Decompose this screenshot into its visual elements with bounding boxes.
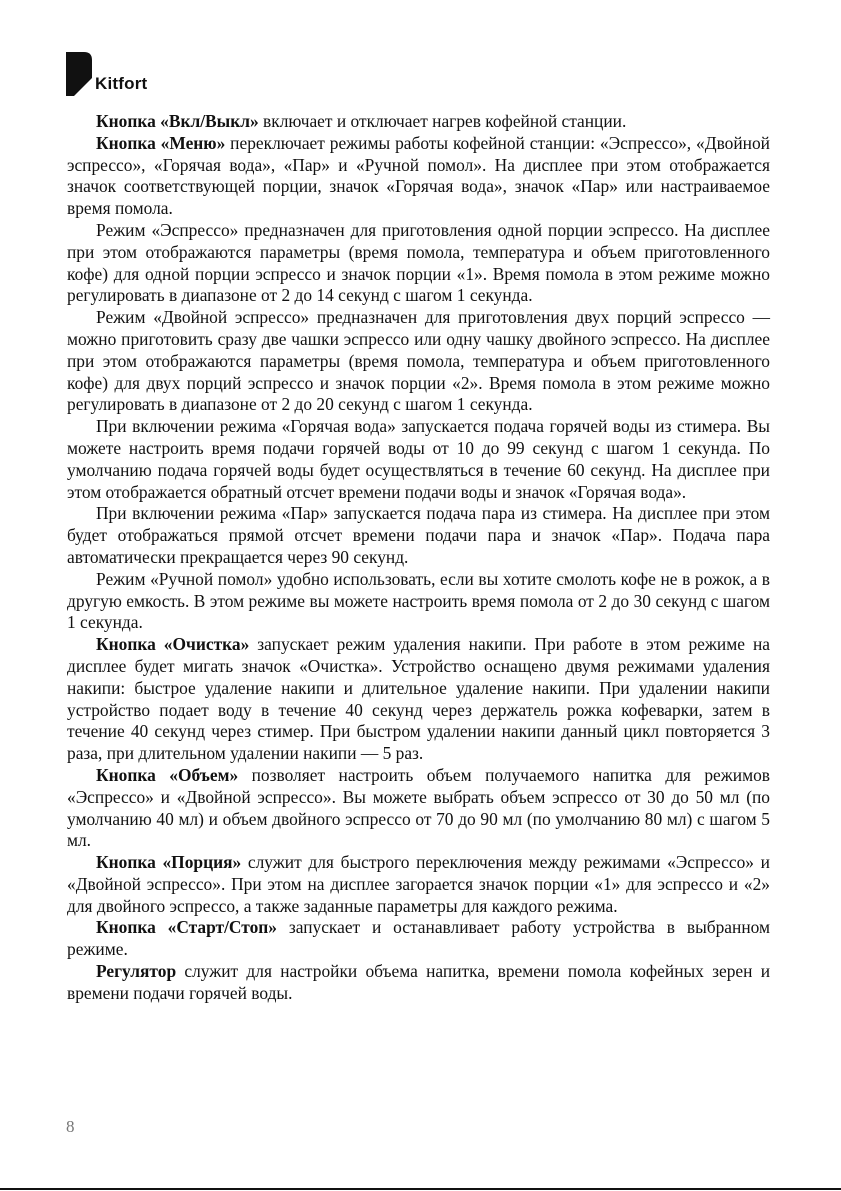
brand-name: Kitfort: [95, 74, 148, 93]
brand-logo: [66, 48, 147, 96]
kitfort-logo-icon: [66, 52, 92, 96]
paragraph: [67, 111, 770, 133]
page-number: 8: [66, 1117, 75, 1136]
term: Кнопка «Объем»: [96, 764, 239, 785]
paragraph-text: служит для быстрого переключения между режимами «Эспрессо» и «Двойной эспрессо». При этом на дисплее загорается значок порции «1» для эспрессо и «2» для двойного эспрессо, а также заданные параметры для каждого режима.: [67, 852, 770, 916]
term: Кнопка «Вкл/Выкл»: [96, 111, 259, 131]
paragraph-text: включает и отключает нагрев кофейной станции.: [258, 111, 627, 131]
paragraph: [67, 569, 770, 634]
paragraph: [67, 133, 770, 220]
paragraph-text: Режим «Ручной помол» удобно использовать, если вы хотите смолоть кофе не в рожок, а в другую емкость. В этом режиме вы можете настроить время помола от 2 до 30 секунд с шагом 1 секунда.: [67, 568, 770, 633]
paragraph: [67, 503, 770, 568]
paragraph-text: служит для настройки объема напитка, времени помола кофейных зерен и времени подачи горячей воды.: [67, 961, 770, 1003]
document-body: [67, 111, 770, 1005]
paragraph-text: запускает и останавливает работу устройства в выбранном режиме.: [67, 917, 770, 960]
paragraph-text: запускает режим удаления накипи. При работе в этом режиме на дисплее будет мигать значок «Очистка». Устройство оснащено двумя режимами удаления накипи: быстрое удаление накипи и длительное удаление накипи. При удалении накипи устройство подает воду в течение 40 секунд через держатель рожка кофеварки, затем в течение 40 секунд через стимер. При быстром удалении накипи данный цикл повторяется 3 раза, при длительном удалении накипи — 5 раз.: [67, 634, 770, 764]
term: Кнопка «Порция»: [96, 852, 242, 873]
term: Кнопка «Меню»: [96, 132, 226, 153]
paragraph: [67, 220, 770, 307]
paragraph: [67, 307, 770, 416]
paragraph: [67, 852, 770, 917]
paragraph: [67, 917, 770, 961]
paragraph-text: Режим «Двойной эспрессо» предназначен для приготовления двух порций эспрессо — можно приготовить сразу две чашки эспрессо или одну чашку двойного эспрессо. На дисплее при этом отображаются параметры (время помола, температура и объем приготовленного кофе) для двух порций эспрессо и значок порции «2». Время помола в этом режиме можно регулировать в диапазоне от 2 до 20 секунд с шагом 1 секунда.: [67, 307, 770, 415]
term: Регулятор: [96, 961, 177, 982]
term: Кнопка «Старт/Стоп»: [96, 917, 277, 938]
term: Кнопка «Очистка»: [96, 634, 250, 655]
paragraph-text: позволяет настроить объем получаемого напитка для режимов «Эспрессо» и «Двойной эспрессо». Вы можете выбрать объем эспрессо от 30 до 50 мл (по умолчанию 40 мл) и объем двойного эспрессо от 70 до 90 мл (по умолчанию 80 мл) с шагом 5 мл.: [67, 764, 771, 851]
paragraph-text: переключает режимы работы кофейной станции: «Эспрессо», «Двойной эспрессо», «Горячая вода», «Пар» и «Ручной помол». На дисплее при этом отображается значок соответствующей порции, значок «Горячая вода», значок «Пар» или настраиваемое время помола.: [67, 132, 770, 219]
paragraph: [67, 765, 770, 852]
paragraph: [67, 961, 770, 1005]
paragraph: [67, 416, 770, 503]
paragraph-text: Режим «Эспрессо» предназначен для приготовления одной порции эспрессо. На дисплее при этом отображаются параметры (время помола, температура и объем приготовленного кофе) для одной порции эспрессо и значок порции «1». Время помола в этом режиме можно регулировать в диапазоне от 2 до 14 секунд с шагом 1 секунда.: [67, 219, 770, 306]
paragraph: [67, 634, 770, 765]
paragraph-text: При включении режима «Горячая вода» запускается подача горячей воды из стимера. Вы можете настроить время подачи горячей воды от 10 до 99 секунд с шагом 1 секунда. По умолчанию подача горячей воды будет осуществляться в течение 60 секунд. На дисплее при этом отображается обратный отсчет времени подачи воды и значок «Горячая вода».: [67, 416, 770, 502]
paragraph-text: При включении режима «Пар» запускается подача пара из стимера. На дисплее при этом будет отображаться прямой отсчет времени подачи пара и значок «Пар». Подача пара автоматически прекращается через 90 секунд.: [67, 503, 770, 567]
page-bottom-rule: [0, 1188, 841, 1190]
